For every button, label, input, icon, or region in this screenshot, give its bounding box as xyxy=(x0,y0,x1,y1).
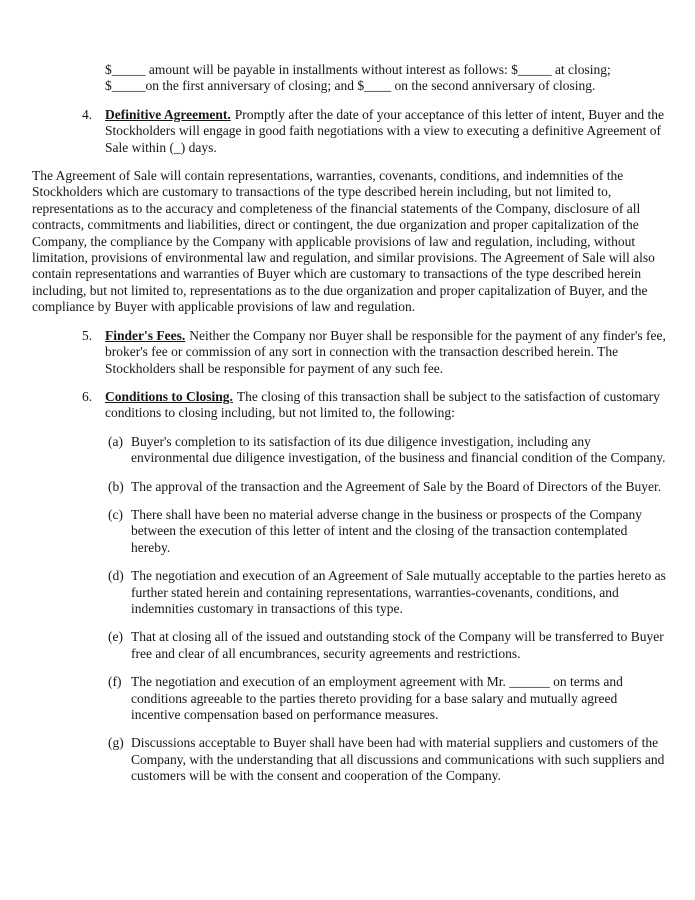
condition-label: (a) xyxy=(108,433,123,449)
list-item-definitive-agreement xyxy=(82,107,667,156)
item-text xyxy=(105,389,667,422)
condition-item-b xyxy=(108,479,667,495)
condition-label: (d) xyxy=(108,568,124,584)
condition-item-e xyxy=(108,629,667,662)
condition-text: The approval of the transaction and the Agreement of Sale by the Board of Directors of the Buyer. xyxy=(131,478,662,494)
condition-item-f xyxy=(108,674,667,723)
item-text xyxy=(105,107,667,156)
condition-text: The negotiation and execution of an employment agreement with Mr. ______ on terms and conditions agreeable to the parties thereto providing for a base salary and mutually agreed incentive compensation based on performance measures. xyxy=(131,674,623,722)
condition-label: (e) xyxy=(108,629,123,645)
agreement-of-sale-paragraph: The Agreement of Sale will contain representations, warranties, covenants, conditions, and indemnities of the Stockholders which are customary to transactions of the type described herein including, but not limited to, representations as to the accuracy and completeness of the financial statements of the Company, disclosure of all contracts, commitments and liabilities, direct or contingent, the due organization and proper capitalization of the Company, the compliance by the Company with applicable provisions of law and regulation, including, without limitation, provisions of environmental law and regulation, and similar provisions. The Agreement of Sale will also contain representations and warranties of Buyer which are customary to transactions of the type described herein including, but not limited to, representations as to the due organization and proper capitalization of Buyer, and the compliance by Buyer with applicable provisions of law and regulation. xyxy=(32,168,655,315)
condition-text: Discussions acceptable to Buyer shall have been had with material suppliers and customers of the Company, with the understanding that all discussions and communications with such suppliers and customers will be with the consent and cooperation of the Company. xyxy=(131,735,665,784)
clause-body: Promptly after the date of your acceptance of this letter of intent, Buyer and the Stockholders will engage in good faith negotiations with a view to executing a definitive Agreement of Sale within (_) days. xyxy=(105,106,664,155)
condition-label: (b) xyxy=(108,478,124,494)
conditions-sublist xyxy=(32,434,667,785)
item-number: 6. xyxy=(82,388,93,404)
condition-label: (f) xyxy=(108,674,122,690)
condition-text: There shall have been no material adverse change in the business or prospects of the Company between the execution of this letter of intent and the closing of the transaction contemplated hereby. xyxy=(131,506,642,555)
condition-text: Buyer's completion to its satisfaction of its due diligence investigation, including any environmental due diligence investigation, of the business and financial condition of the Company. xyxy=(131,433,666,466)
item-text xyxy=(105,328,667,377)
condition-text: The negotiation and execution of an Agreement of Sale mutually acceptable to the parties hereto as further stated herein and containing representations, warranties-covenants, conditions, and indemnities customary in transactions of this type. xyxy=(131,568,666,616)
clause-heading: Conditions to Closing. xyxy=(105,388,233,404)
clause-heading: Definitive Agreement. xyxy=(105,106,231,122)
condition-label: (c) xyxy=(108,506,123,522)
condition-label: (g) xyxy=(108,735,124,751)
item-number: 4. xyxy=(82,106,93,122)
list-item-conditions-to-closing xyxy=(82,389,667,422)
condition-item-d xyxy=(108,568,667,617)
clause-heading: Finder's Fees. xyxy=(105,327,186,343)
condition-item-a xyxy=(108,434,667,467)
condition-text: That at closing all of the issued and outstanding stock of the Company will be transferred to Buyer free and clear of all encumbrances, security agreements and restrictions. xyxy=(131,629,664,661)
item-number: 5. xyxy=(82,327,93,343)
clause-body: The closing of this transaction shall be subject to the satisfaction of customary conditions to closing including, but not limited to, the following: xyxy=(105,388,660,421)
condition-item-g xyxy=(108,735,667,784)
clause-body: Neither the Company nor Buyer shall be responsible for the payment of any finder's fee, broker's fee or commission of any sort in connection with the transaction described herein. The Stockholders shall be responsible for payment of any such fee. xyxy=(105,327,666,376)
installments-clause: $_____ amount will be payable in installments without interest as follows: $_____ at closing; $_____on the first anniversary of closing; and $____ on the second anniversary of closing. xyxy=(105,62,611,94)
condition-item-c xyxy=(108,507,667,556)
list-item-finders-fees xyxy=(82,328,667,377)
